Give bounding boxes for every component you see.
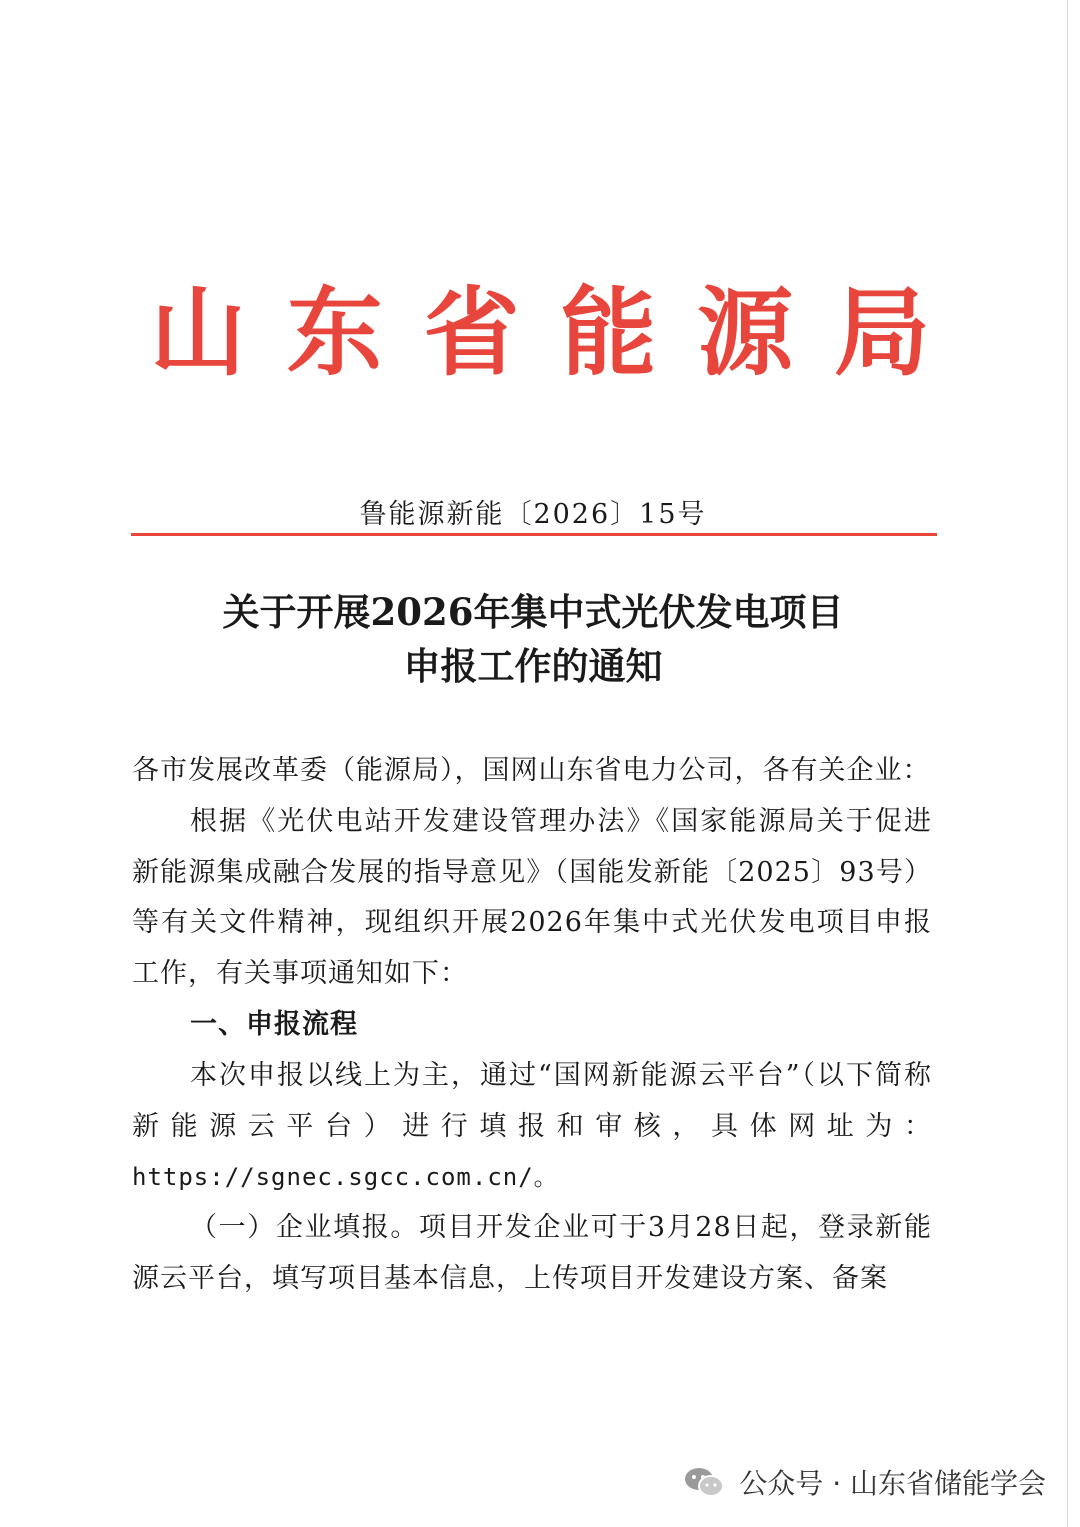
section-heading: 一、申报流程 xyxy=(190,1008,358,1040)
item-paragraph: （一）企业填报。项目开发企业可于3月28日起，登录新能源云平台，填写项目基本信息，上传项目开发建设方案、备案 xyxy=(132,1212,932,1294)
issuer-header xyxy=(150,278,930,388)
intro-paragraph: 根据《光伏电站开发建设管理办法》《国家能源局关于促进新能源集成融合发展的指导意见》（国能发新能〔2025〕93号）等有关文件精神，现组织开展2026年集中式光伏发电项目申报工作，有关事项通知如下： xyxy=(132,805,932,990)
red-divider-line xyxy=(131,533,937,536)
document-title xyxy=(0,585,1066,693)
wechat-icon xyxy=(683,1465,725,1499)
issuer-char: 东 xyxy=(286,276,383,389)
salutation: 各市发展改革委（能源局），国网山东省电力公司，各有关企业： xyxy=(132,755,931,786)
title-line-1: 关于开展2026年集中式光伏发电项目 xyxy=(222,590,844,634)
section-paragraph xyxy=(132,1051,932,1203)
watermark xyxy=(683,1462,1046,1502)
page-edge-line xyxy=(1067,0,1068,1527)
document-body xyxy=(132,746,932,1305)
section-paragraph-text: 本次申报以线上为主，通过“国网新能源云平台”（以下简称新能源云平台）进行填报和审核，具体网址为： xyxy=(132,1059,932,1142)
title-line-2: 申报工作的通知 xyxy=(403,644,663,688)
watermark-text: 公众号 · 山东省储能学会 xyxy=(739,1467,1046,1500)
issuer-char: 山 xyxy=(150,276,246,389)
issuer-char: 省 xyxy=(423,276,520,389)
issuer-char: 局 xyxy=(833,276,930,389)
issuer-char: 源 xyxy=(697,276,794,389)
document-number: 鲁能源新能〔2026〕15号 xyxy=(359,499,707,530)
platform-url: https://sgnec.sgcc.com.cn/。 xyxy=(132,1163,559,1192)
issuer-char: 能 xyxy=(560,276,657,389)
